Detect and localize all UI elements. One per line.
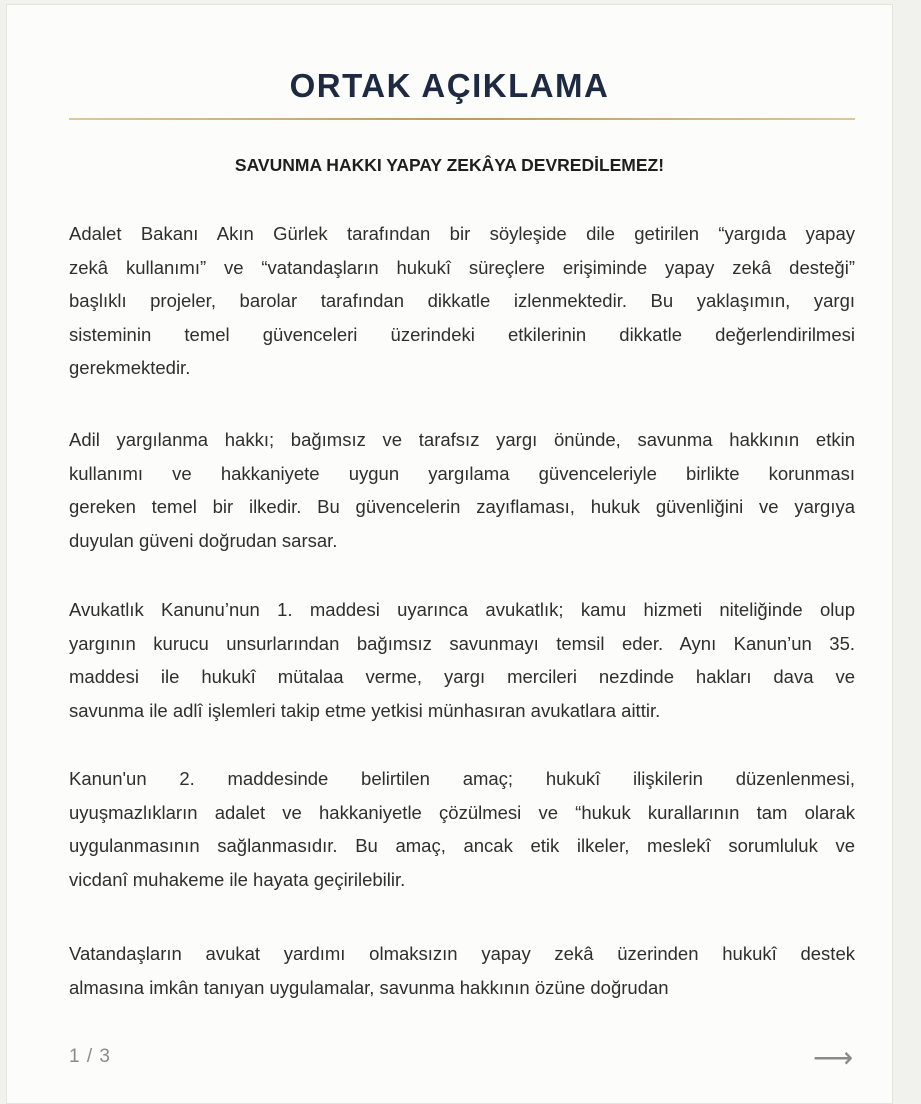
paragraph bbox=[69, 593, 855, 727]
text-line: gereken temel bir ilkedir. Bu güvencelerin zayıflaması, hukuk güvenliğini ve yargıya bbox=[69, 496, 855, 518]
text-line: Adil yargılanma hakkı; bağımsız ve tarafsız yargı önünde, savunma hakkının etkin bbox=[69, 429, 855, 450]
document-page bbox=[6, 4, 893, 1104]
paragraph bbox=[69, 937, 855, 1004]
text-line: başlıklı projeler, barolar tarafından dikkatle izlenmektedir. Bu yaklaşımın, yargı bbox=[69, 290, 855, 312]
text-line: gerekmektedir. bbox=[69, 357, 191, 379]
paragraph bbox=[69, 762, 855, 896]
text-line: savunma ile adlî işlemleri takip etme yetkisi münhasıran avukatlara aittir. bbox=[69, 699, 661, 721]
page-indicator: 1 / 3 bbox=[69, 1046, 111, 1067]
text-line: uyuşmazlıkların adalet ve hakkaniyetle çözülmesi ve “hukuk kurallarının tam olarak bbox=[69, 801, 855, 823]
text-line: duyulan güveni doğrudan sarsar. bbox=[69, 529, 338, 551]
text-line: Vatandaşların avukat yardımı olmaksızın yapay zekâ üzerinden hukukî destek bbox=[69, 943, 855, 964]
text-line: kullanımı ve hakkaniyete uygun yargılama güvenceleriyle birlikte korunması bbox=[69, 462, 855, 484]
page-title: ORTAK AÇIKLAMA bbox=[289, 67, 610, 104]
paragraph bbox=[69, 423, 855, 557]
text-line: almasına imkân tanıyan uygulamalar, savunma hakkının özüne doğrudan bbox=[69, 976, 669, 998]
text-line: maddesi ile hukukî mütalaa verme, yargı mercileri nezdinde hakları dava ve bbox=[69, 666, 855, 688]
text-line: sisteminin temel güvenceleri üzerindeki etkilerinin dikkatle değerlendirilmesi bbox=[69, 323, 855, 345]
paragraph bbox=[69, 217, 855, 385]
arrow-right-icon[interactable]: ⟶ bbox=[813, 1042, 854, 1073]
subtitle: SAVUNMA HAKKI YAPAY ZEKÂYA DEVREDİLEMEZ! bbox=[234, 155, 665, 175]
text-line: uygulanmasının sağlanmasıdır. Bu amaç, ancak etik ilkeler, meslekî sorumluluk ve bbox=[69, 835, 855, 857]
text-line: Avukatlık Kanunu’nun 1. maddesi uyarınca avukatlık; kamu hizmeti niteliğinde olup bbox=[69, 599, 855, 620]
text-line: zekâ kullanımı” ve “vatandaşların hukukî süreçlere erişiminde yapay zekâ desteği” bbox=[69, 256, 855, 278]
text-line: vicdanî muhakeme ile hayata geçirilebilir. bbox=[69, 868, 406, 890]
text-line: yargının kurucu unsurlarından bağımsız savunmayı temsil eder. Aynı Kanun’un 35. bbox=[69, 632, 855, 654]
text-line: Kanun'un 2. maddesinde belirtilen amaç; hukukî ilişkilerin düzenlenmesi, bbox=[69, 768, 855, 789]
gold-divider bbox=[69, 118, 855, 120]
text-line: Adalet Bakanı Akın Gürlek tarafından bir söyleşide dile getirilen “yargıda yapay bbox=[69, 223, 855, 244]
